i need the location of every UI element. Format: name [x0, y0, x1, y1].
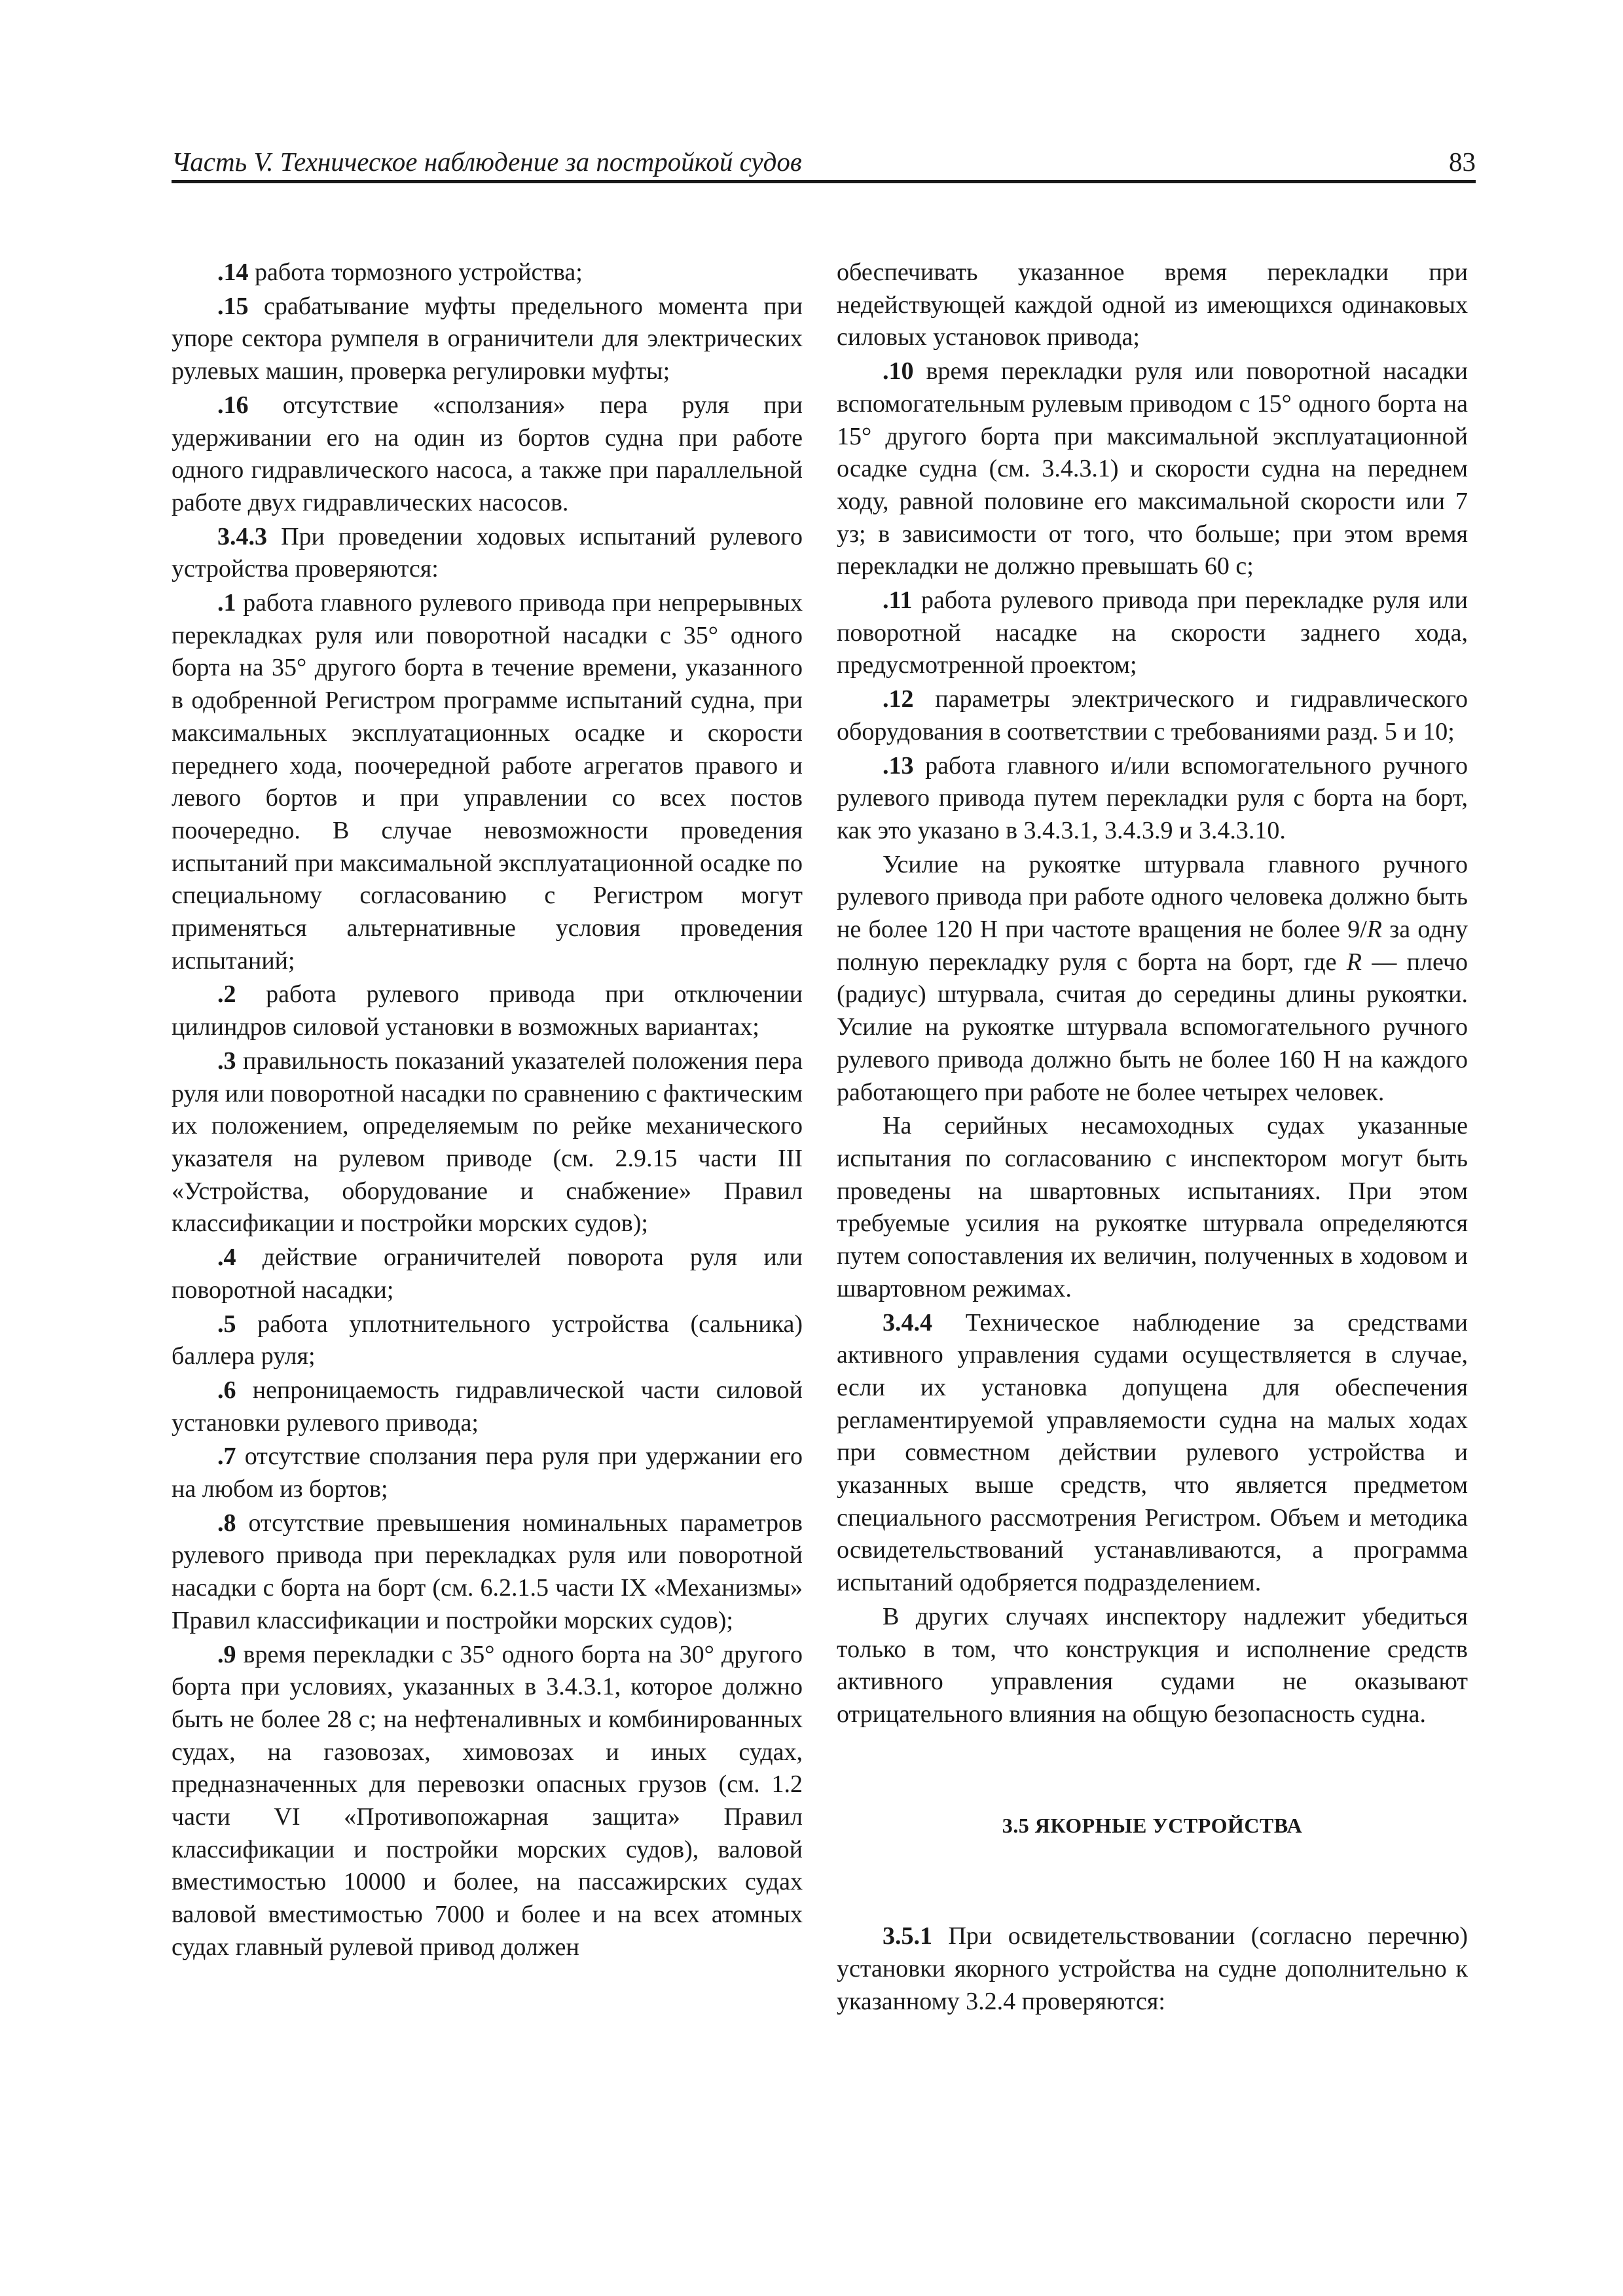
clause-number: 3.4.4: [883, 1308, 932, 1336]
item-number: .16: [217, 391, 249, 419]
right-column: [837, 257, 1468, 2019]
page-header: [172, 141, 1476, 179]
item-number: .9: [217, 1640, 236, 1668]
section-3-5-1: [837, 1920, 1468, 2018]
item-11: [837, 584, 1468, 682]
page-number: 83: [1449, 147, 1476, 177]
effort-text-c: — плечо (радиус) штурвала, считая до середины длины рукоятки. Усилие на рукоятке штурвала вспомогательного ручного рулевого привода должно быть не более 160 Н на каждого работающего при работе не более четырех человек.: [837, 948, 1468, 1106]
item-text: срабатывание муфты предельного момента при упоре сектора румпеля в ограничители для электрических рулевых машин, проверка регулировки муфты;: [172, 292, 803, 386]
item-text: время перекладки с 35° одного борта на 30° другого борта при условиях, указанных в 3.4.3.1, которое должно быть не более 28 с; на нефтеналивных и комбинированных судах, на газовозах, химовозах и иных судах, предназначенных для перевозки опасных грузов (см. 1.2 части VI «Противопожарная защита» Правил классификации и постройки морских судов), валовой вместимостью 10000 и более, на пассажирских судах валовой вместимостью 7000 и более и на всех атомных судах главный рулевой привод должен: [172, 1640, 803, 1961]
item-13: [837, 750, 1468, 848]
item-number: .1: [217, 589, 236, 617]
paragraph-15: [172, 291, 803, 388]
paragraph-16: [172, 389, 803, 520]
effort-text-b: за одну полную перекладку руля с борта на борт, где: [837, 916, 1468, 976]
item-number: .5: [217, 1310, 236, 1338]
item-3: [172, 1045, 803, 1240]
left-column: [172, 257, 803, 1965]
item-5: [172, 1308, 803, 1373]
item-7: [172, 1441, 803, 1505]
clause-text: Техническое наблюдение за средствами активного управления судами осуществляется в случае, если их установка допущена для обеспечения регламентируемой управляемости судна на малых ходах при совместном действии рулевого устройства и указанных выше средств, что является предметом специального рассмотрения Регистром. Объем и методика освидетельствований устанавливаются, а программа испытаний одобряется подразделением.: [837, 1308, 1468, 1597]
item-text: правильность показаний указателей положения пера руля или поворотной насадки по сравнению с фактическим их положением, определяемым по рейке механического указателя на рулевом приводе (см. 2.9.15 части III «Устройства, оборудование и снабжение» Правил классификации и постройки морских судов);: [172, 1047, 803, 1238]
item-number: .3: [217, 1047, 236, 1075]
radius-symbol: R: [1346, 948, 1362, 976]
item-9-continuation: обеспечивать указанное время перекладки при недействующей каждой одной из имеющихся одинаковых силовых установок привода;: [837, 259, 1468, 351]
item-number: .12: [883, 685, 914, 713]
item-number: .6: [217, 1376, 236, 1404]
effort-text-a: Усилие на рукоятке штурвала главного ручного рулевого привода при работе одного человека должно быть не более 120 Н при частоте вращения не более 9/: [837, 850, 1468, 944]
section-3-4-3: [172, 521, 803, 586]
serial-vessels-paragraph: На серийных несамоходных судах указанные испытания по согласованию с инспектором могут быть проведены на швартовных испытаниях. При этом требуемые усилия на рукоятке штурвала определяются путем сопоставления их величин, полученных в ходовом и швартовном режимах.: [837, 1112, 1468, 1302]
other-cases-paragraph: В других случаях инспектору надлежит убедиться только в том, что конструкция и исполнение средств активного управления судами не оказывают отрицательного влияния на общую безопасность судна.: [837, 1602, 1468, 1728]
item-12: [837, 683, 1468, 748]
item-text: действие ограничителей поворота руля или поворотной насадки;: [172, 1244, 803, 1304]
item-10: [837, 355, 1468, 583]
item-text: работа рулевого привода при отключении цилиндров силовой установки в возможных вариантах;: [172, 980, 803, 1041]
item-4: [172, 1242, 803, 1306]
item-2: [172, 978, 803, 1043]
item-text: непроницаемость гидравлической части силовой установки рулевого привода;: [172, 1376, 803, 1437]
clause-text: При освидетельствовании (согласно перечню) установки якорного устройства на судне дополнительно к указанному 3.2.4 проверяются:: [837, 1922, 1468, 2015]
item-number: .15: [217, 292, 249, 320]
item-8: [172, 1507, 803, 1638]
section-3-4-4: [837, 1307, 1468, 1600]
item-number: .8: [217, 1509, 236, 1537]
effort-paragraph: [837, 849, 1468, 1109]
item-text: отсутствие сползания пера руля при удержании его на любом из бортов;: [172, 1443, 803, 1503]
item-text: время перекладки руля или поворотной насадки вспомогательным рулевым приводом с 15° одного борта на 15° другого борта при максимальной эксплуатационной осадке судна (см. 3.4.3.1) и скорости судна на переднем ходу, равной половине его максимальной скорости или 7 уз; в зависимости от того, что больше; при этом время перекладки не должно превышать 60 с;: [837, 357, 1468, 581]
header-rule: [172, 180, 1476, 183]
item-text: параметры электрического и гидравлического оборудования в соответствии с требованиями разд. 5 и 10;: [837, 685, 1468, 745]
clause-text: При проведении ходовых испытаний рулевого устройства проверяются:: [172, 522, 803, 583]
clause-number: 3.4.3: [217, 522, 267, 550]
item-text: работа тормозного устройства;: [248, 259, 583, 286]
item-number: .10: [883, 357, 914, 386]
item-6: [172, 1374, 803, 1439]
section-title: 3.5 ЯКОРНЫЕ УСТРОЙСТВА: [1002, 1813, 1303, 1837]
item-text: работа рулевого привода при перекладке руля или поворотной насадке на скорости заднего хода, предусмотренной проектом;: [837, 586, 1468, 679]
running-title: Часть V. Техническое наблюдение за постройкой судов: [172, 147, 802, 177]
item-text: работа главного и/или вспомогательного ручного рулевого привода путем перекладки руля с борта на борт, как это указано в 3.4.3.1, 3.4.3.9 и 3.4.3.10.: [837, 751, 1468, 844]
paragraph-14: [172, 257, 803, 289]
item-number: .13: [883, 751, 914, 780]
item-9: [172, 1639, 803, 1964]
item-text: работа главного рулевого привода при непрерывных перекладках руля или поворотной насадки с 35° одного борта на 35° другого борта в течение времени, указанного в одобренной Регистром программе испытаний судна, при максимальных эксплуатационных осадке и скорости переднего хода, поочередной работе агрегатов правого и левого бортов и при управлении со всех постов поочередно. В случае невозможности проведения испытаний при максимальной эксплуатационной осадке по специальному согласованию с Регистром могут применяться альтернативные условия проведения испытаний;: [172, 589, 803, 975]
item-text: отсутствие «сползания» пера руля при удерживании его на один из бортов судна при работе одного гидравлического насоса, а также при параллельной работе двух гидравлических насосов.: [172, 391, 803, 516]
clause-number: 3.5.1: [883, 1922, 932, 1950]
item-number: .7: [217, 1443, 236, 1471]
radius-symbol: R: [1366, 916, 1382, 944]
item-number: .11: [883, 586, 913, 615]
item-1: [172, 587, 803, 977]
item-text: отсутствие превышения номинальных параметров рулевого привода при перекладках руля или поворотной насадки с борта на борт (см. 6.2.1.5 части IX «Механизмы» Правил классификации и постройки морских судов);: [172, 1509, 803, 1634]
item-number: .2: [217, 980, 236, 1009]
item-text: работа уплотнительного устройства (сальника) баллера руля;: [172, 1310, 803, 1371]
item-number: .14: [217, 259, 249, 286]
item-number: .4: [217, 1244, 236, 1272]
